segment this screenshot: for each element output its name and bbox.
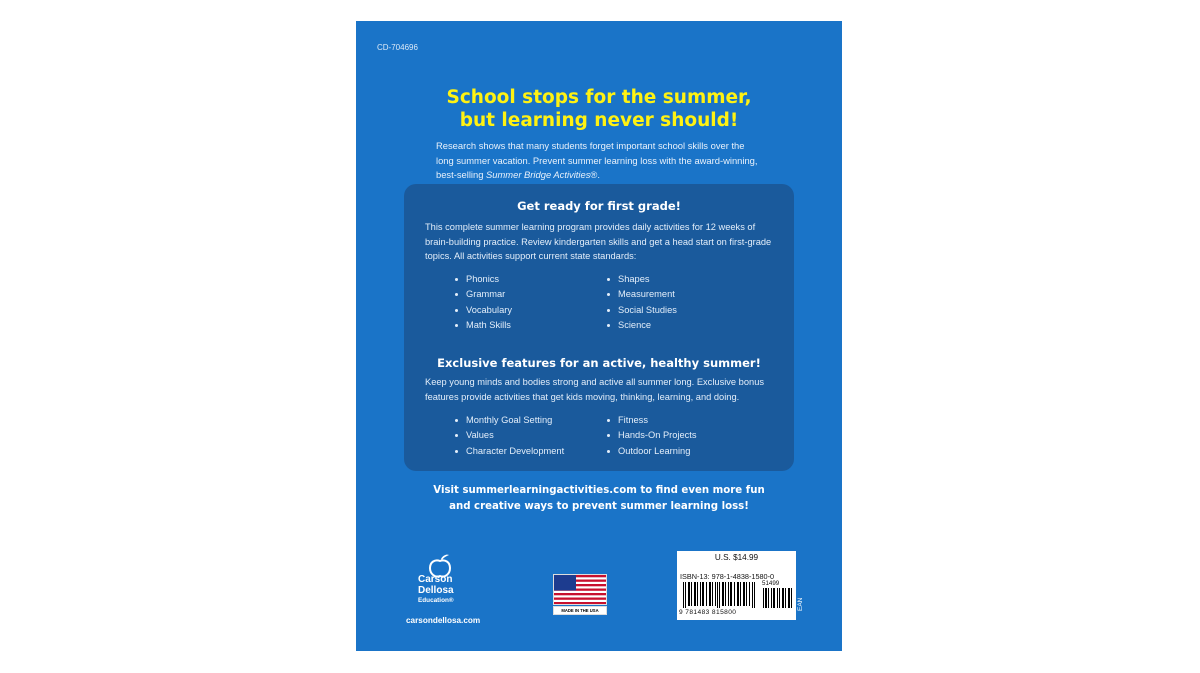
list-item: Math Skills: [453, 318, 512, 333]
section-line: brain-building practice. Review kindergarten skills and get a head start on first-grade: [425, 236, 772, 247]
features-list-right: [605, 413, 697, 459]
publisher-education: Education: [418, 597, 449, 604]
intro-line: Research shows that many students forget important school skills over the: [436, 140, 745, 151]
list-item: Character Development: [453, 444, 564, 459]
intro-prefix: best-selling: [436, 169, 487, 180]
skills-list-right: [605, 272, 677, 333]
intro-suffix: ®.: [590, 169, 600, 180]
series-title: Summer Bridge Activities: [486, 169, 591, 180]
list-item: Vocabulary: [453, 303, 512, 318]
made-in-usa-badge: [553, 574, 607, 615]
price-barcode-box: [677, 551, 796, 620]
product-code: CD-704696: [377, 43, 418, 52]
publisher-name-3: [418, 596, 454, 605]
publisher-logo: [406, 554, 496, 629]
section-line: features provide activities that get kids moving, thinking, learning, and doing.: [425, 391, 740, 402]
list-item: Phonics: [453, 272, 512, 287]
features-panel: [404, 184, 794, 471]
headline-line-1: School stops for the summer,: [446, 87, 752, 108]
ean-label: EAN: [797, 597, 804, 611]
made-in-usa-label: MADE IN THE USA: [553, 606, 607, 615]
features-list-left: [453, 413, 564, 459]
section-text-exclusive-features: [425, 375, 780, 404]
list-item: Values: [453, 428, 564, 443]
intro-line: long summer vacation. Prevent summer learning loss with the award-winning,: [436, 154, 758, 166]
publisher-name-2: Dellosa: [418, 584, 454, 596]
list-item: Grammar: [453, 287, 512, 302]
intro-line: [436, 168, 776, 183]
section-line: topics. All activities support current state standards:: [425, 251, 637, 261]
skills-list-left: [453, 272, 512, 333]
publisher-name-1: Carson: [418, 574, 453, 585]
list-item: Measurement: [605, 287, 677, 302]
list-item: Shapes: [605, 272, 677, 287]
publisher-name: [418, 575, 454, 605]
list-item: Science: [605, 318, 677, 333]
book-back-cover: [356, 21, 842, 651]
isbn: ISBN-13: 978-1-4838-1580-0: [680, 572, 775, 581]
website-promo: [356, 483, 842, 515]
list-item: Hands-On Projects: [605, 428, 697, 443]
price: U.S. $14.99: [714, 553, 759, 562]
section-title-first-grade: Get ready for first grade!: [517, 199, 681, 213]
registered-mark: ®: [448, 597, 454, 604]
section-line: This complete summer learning program provides daily activities for 12 weeks of: [425, 222, 756, 232]
section-title-exclusive-features: Exclusive features for an active, healthy summer!: [437, 356, 761, 370]
barcode-number: 9 781483 815800: [679, 609, 737, 616]
intro-paragraph: [436, 139, 776, 183]
list-item: Outdoor Learning: [605, 444, 697, 459]
headline: [356, 86, 842, 132]
list-item: Social Studies: [605, 303, 677, 318]
us-flag-icon: [553, 574, 607, 605]
list-item: Monthly Goal Setting: [453, 413, 564, 428]
section-text-first-grade: [425, 220, 780, 264]
list-item: Fitness: [605, 413, 697, 428]
publisher-url: carsondellosa.com: [406, 616, 481, 625]
barcode-addon-number: 51499: [762, 580, 780, 587]
website-promo-line: Visit summerlearningactivities.com to find even more fun: [433, 485, 765, 496]
headline-line-2: but learning never should!: [459, 110, 739, 131]
section-line: Keep young minds and bodies strong and active all summer long. Exclusive bonus: [425, 377, 765, 387]
website-promo-line: and creative ways to prevent summer learning loss!: [449, 501, 749, 512]
